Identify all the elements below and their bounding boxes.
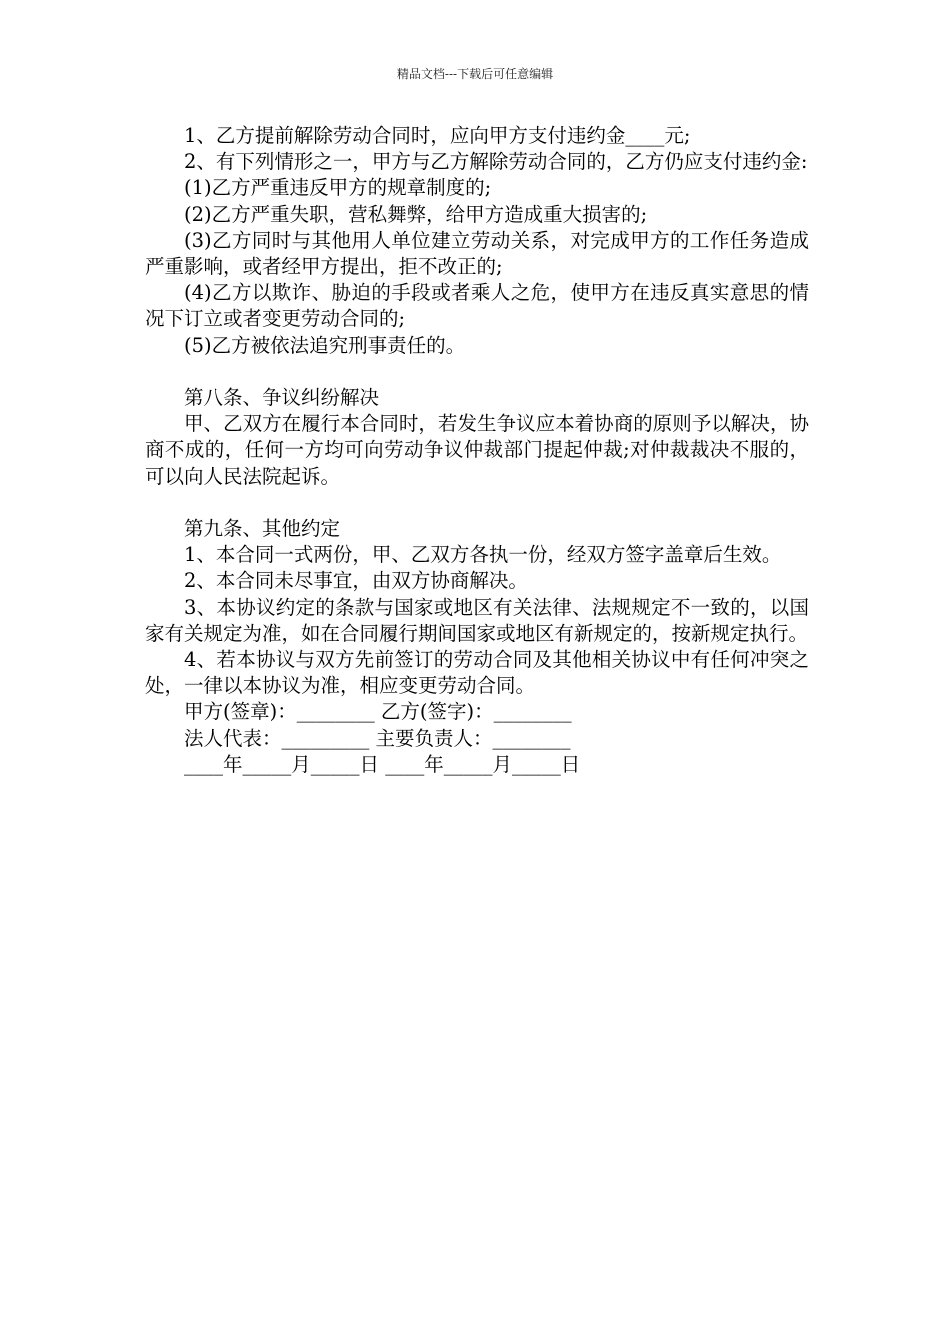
clause-paragraph: 3、本协议约定的条款与国家或地区有关法律、法规规定不一致的，以国家有关规定为准，如在合同履行期间国家或地区有新规定的，按新规定执行。 bbox=[145, 595, 809, 645]
clause-paragraph: 1、乙方提前解除劳动合同时，应向甲方支付违约金____元; bbox=[184, 124, 691, 147]
clause-paragraph: 2、本合同未尽事宜，由双方协商解决。 bbox=[184, 569, 528, 593]
clause-paragraph: 1、本合同一式两份，甲、乙双方各执一份，经双方签字盖章后生效。 bbox=[184, 543, 782, 567]
clause-paragraph: 甲、乙双方在履行本合同时，若发生争议应本着协商的原则予以解决，协商不成的，任何一方均可向劳动争议仲裁部门提起仲裁;对仲裁裁决不服的，可以向人民法院起诉。 bbox=[145, 412, 809, 488]
page-header: 精品文档---下载后可任意编辑 bbox=[396, 67, 554, 81]
signature-line-representatives: 法人代表：_________ 主要负责人：________ bbox=[184, 726, 571, 750]
clause-item: (4)乙方以欺诈、胁迫的手段或者乘人之危，使甲方在违反真实意思的情况下订立或者变更劳动合同的; bbox=[145, 281, 809, 331]
signature-line-parties: 甲方(签章)：________ 乙方(签字)：________ bbox=[184, 700, 572, 724]
clause-paragraph: 4、若本协议与双方先前签订的劳动合同及其他相关协议中有任何冲突之处，一律以本协议为准，相应变更劳动合同。 bbox=[145, 648, 809, 698]
clause-item: (2)乙方严重失职，营私舞弊，给甲方造成重大损害的; bbox=[184, 202, 648, 226]
clause-paragraph: 2、有下列情形之一，甲方与乙方解除劳动合同的，乙方仍应支付违约金: bbox=[184, 150, 808, 174]
article-heading: 第九条、其他约定 bbox=[184, 517, 341, 541]
blank-line bbox=[145, 359, 809, 385]
clause-item: (1)乙方严重违反甲方的规章制度的; bbox=[184, 176, 492, 200]
clause-item: (3)乙方同时与其他用人单位建立劳动关系，对完成甲方的工作任务造成严重影响，或者经甲方提出，拒不改正的; bbox=[145, 228, 809, 279]
article-heading: 第八条、争议纠纷解决 bbox=[184, 386, 380, 410]
signature-line-dates: ____年_____月_____日 ____年_____月_____日 bbox=[184, 752, 581, 776]
clause-item: (5)乙方被依法追究刑事责任的。 bbox=[184, 333, 466, 357]
contract-body bbox=[145, 123, 809, 778]
blank-line bbox=[145, 490, 809, 516]
